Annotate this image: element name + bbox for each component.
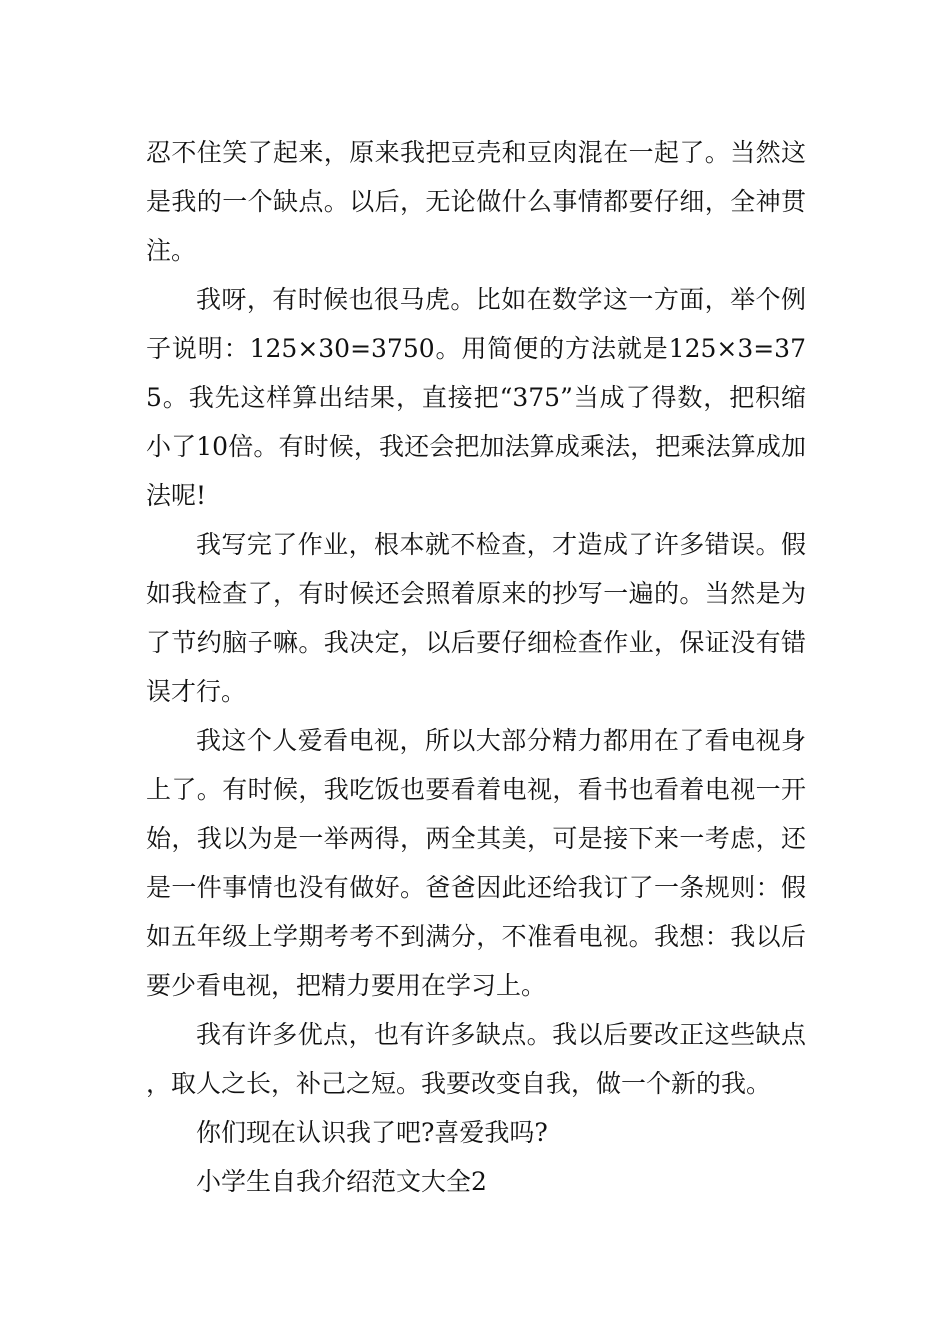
paragraph-watching-tv: 我这个人爱看电视，所以大部分精力都用在了看电视身上了。有时候，我吃饭也要看着电视，看书也看着电视一开始，我以为是一举两得，两全其美，可是接下来一考虑，还是一件事情也没有做好。爸爸因此还给我订了一条规则：假如五年级上学期考考不到满分，不准看电视。我想：我以后要少看电视，把精力要用在学习上。 <box>146 726 806 1000</box>
paragraph-homework-check: 我写完了作业，根本就不检查，才造成了许多错误。假如我检查了，有时候还会照着原来的抄写一遍的。当然是为了节约脑子嘛。我决定，以后要仔细检查作业，保证没有错误才行。 <box>146 530 806 706</box>
paragraph-closing-question: 你们现在认识我了吧?喜爱我吗? <box>196 1118 548 1147</box>
paragraph-math-carelessness: 我呀，有时候也很马虎。比如在数学这一方面，举个例子说明：125×30=3750。用简便的方法就是125×3=375。我先这样算出结果，直接把“375”当成了得数，把积缩小了10倍。有时候，我还会把加法算成乘法，把乘法算成加法呢! <box>146 285 806 510</box>
paragraph-continuation: 忍不住笑了起来，原来我把豆壳和豆肉混在一起了。当然这是我的一个缺点。以后，无论做什么事情都要仔细，全神贯注。 <box>146 138 806 265</box>
section-heading: 小学生自我介绍范文大全2 <box>196 1167 487 1196</box>
paragraph-strengths-weaknesses: 我有许多优点，也有许多缺点。我以后要改正这些缺点，取人之长，补己之短。我要改变自我，做一个新的我。 <box>146 1020 806 1098</box>
document-body <box>146 128 806 1206</box>
